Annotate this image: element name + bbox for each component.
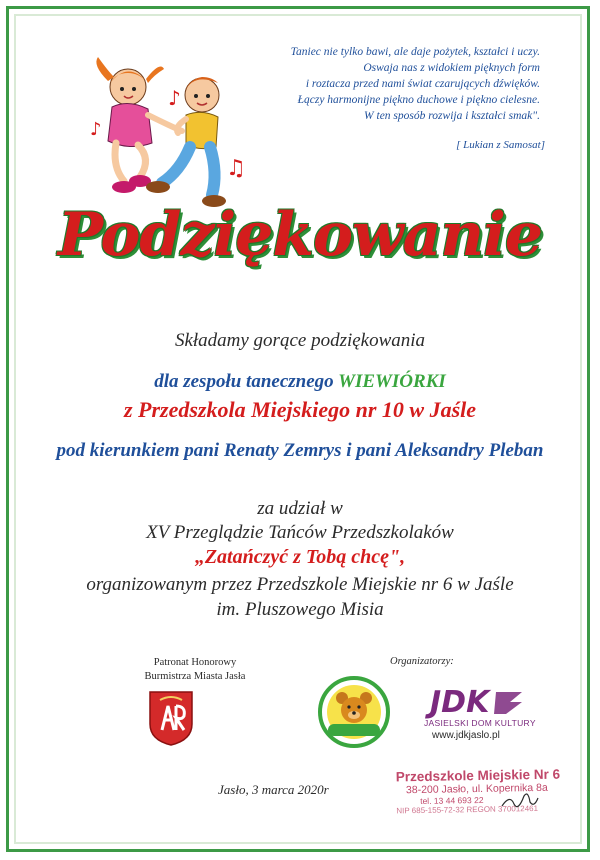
- svg-text:♪: ♪: [90, 119, 102, 140]
- quote-line: i roztacza przed nami świat czarujących dźwięków.: [305, 78, 540, 90]
- certificate-title: Podziękowanie: [57, 200, 543, 270]
- svg-text:♫: ♫: [226, 156, 246, 181]
- stamp-line: tel. 13 44 693 22: [420, 794, 484, 807]
- quote-block: [210, 44, 540, 124]
- handwritten-signature: [500, 788, 540, 812]
- patronage-label: [130, 656, 260, 684]
- quote-line: Oswaja nas z widokiem pięknych form: [363, 62, 540, 74]
- jdk-url: www.jdkjaslo.pl: [432, 730, 500, 741]
- thanks-line: Składamy gorące podziękowania: [174, 330, 426, 351]
- patronage-line: Patronat Honorowy: [153, 657, 237, 668]
- issue-date: Jasło, 3 marca 2020r: [218, 782, 329, 797]
- quote-line: Łączy harmonijne piękno duchowe i piękno cielesne.: [297, 94, 540, 106]
- city-crest-icon: [148, 690, 194, 746]
- svg-text:♪: ♪: [168, 86, 181, 110]
- quote-line: Taniec nie tylko bawi, ale daje pożytek, kształci i uczy.: [290, 46, 540, 58]
- team-name: WIEWIÓRKI: [338, 371, 446, 392]
- organizer-line: organizowanym przez Przedszkole Miejskie nr 6 w Jaśle: [86, 574, 514, 595]
- kindergarten-bear-logo: [318, 676, 390, 748]
- organizers-label: Organizatorzy:: [390, 656, 454, 667]
- stamp-line: NIP 685-155-72-32 REGON 370012461: [396, 803, 539, 816]
- leaders-line: pod kierunkiem pani Renaty Zemrys i pani Aleksandry Pleban: [56, 440, 544, 461]
- team-line: [0, 371, 600, 393]
- team-prefix: dla zespołu tanecznego: [154, 371, 339, 392]
- event-title-line: „Zatańczyć z Tobą chcę",: [194, 546, 406, 568]
- patronage-line: Burmistrza Miasta Jasła: [144, 671, 246, 682]
- svg-text:JDK: JDK: [430, 685, 490, 720]
- participation-line: za udział w: [257, 498, 343, 519]
- stamp-line: Przedszkole Miejskie Nr 6: [395, 766, 561, 785]
- quote-line: W ten sposób rozwija i kształci smak".: [364, 110, 540, 122]
- event-line: XV Przeglądzie Tańców Przedszkolaków: [146, 522, 454, 543]
- stamp-line: 38-200 Jasło, ul. Kopernika 8a: [405, 781, 548, 797]
- quote-author: [ Lukian z Samosat]: [456, 139, 545, 151]
- school-line: z Przedszkola Miejskiego nr 10 w Jaśle: [123, 397, 477, 422]
- organizer-name-line: im. Pluszowego Misia: [216, 599, 384, 620]
- jdk-name: JASIELSKI DOM KULTURY: [424, 718, 536, 728]
